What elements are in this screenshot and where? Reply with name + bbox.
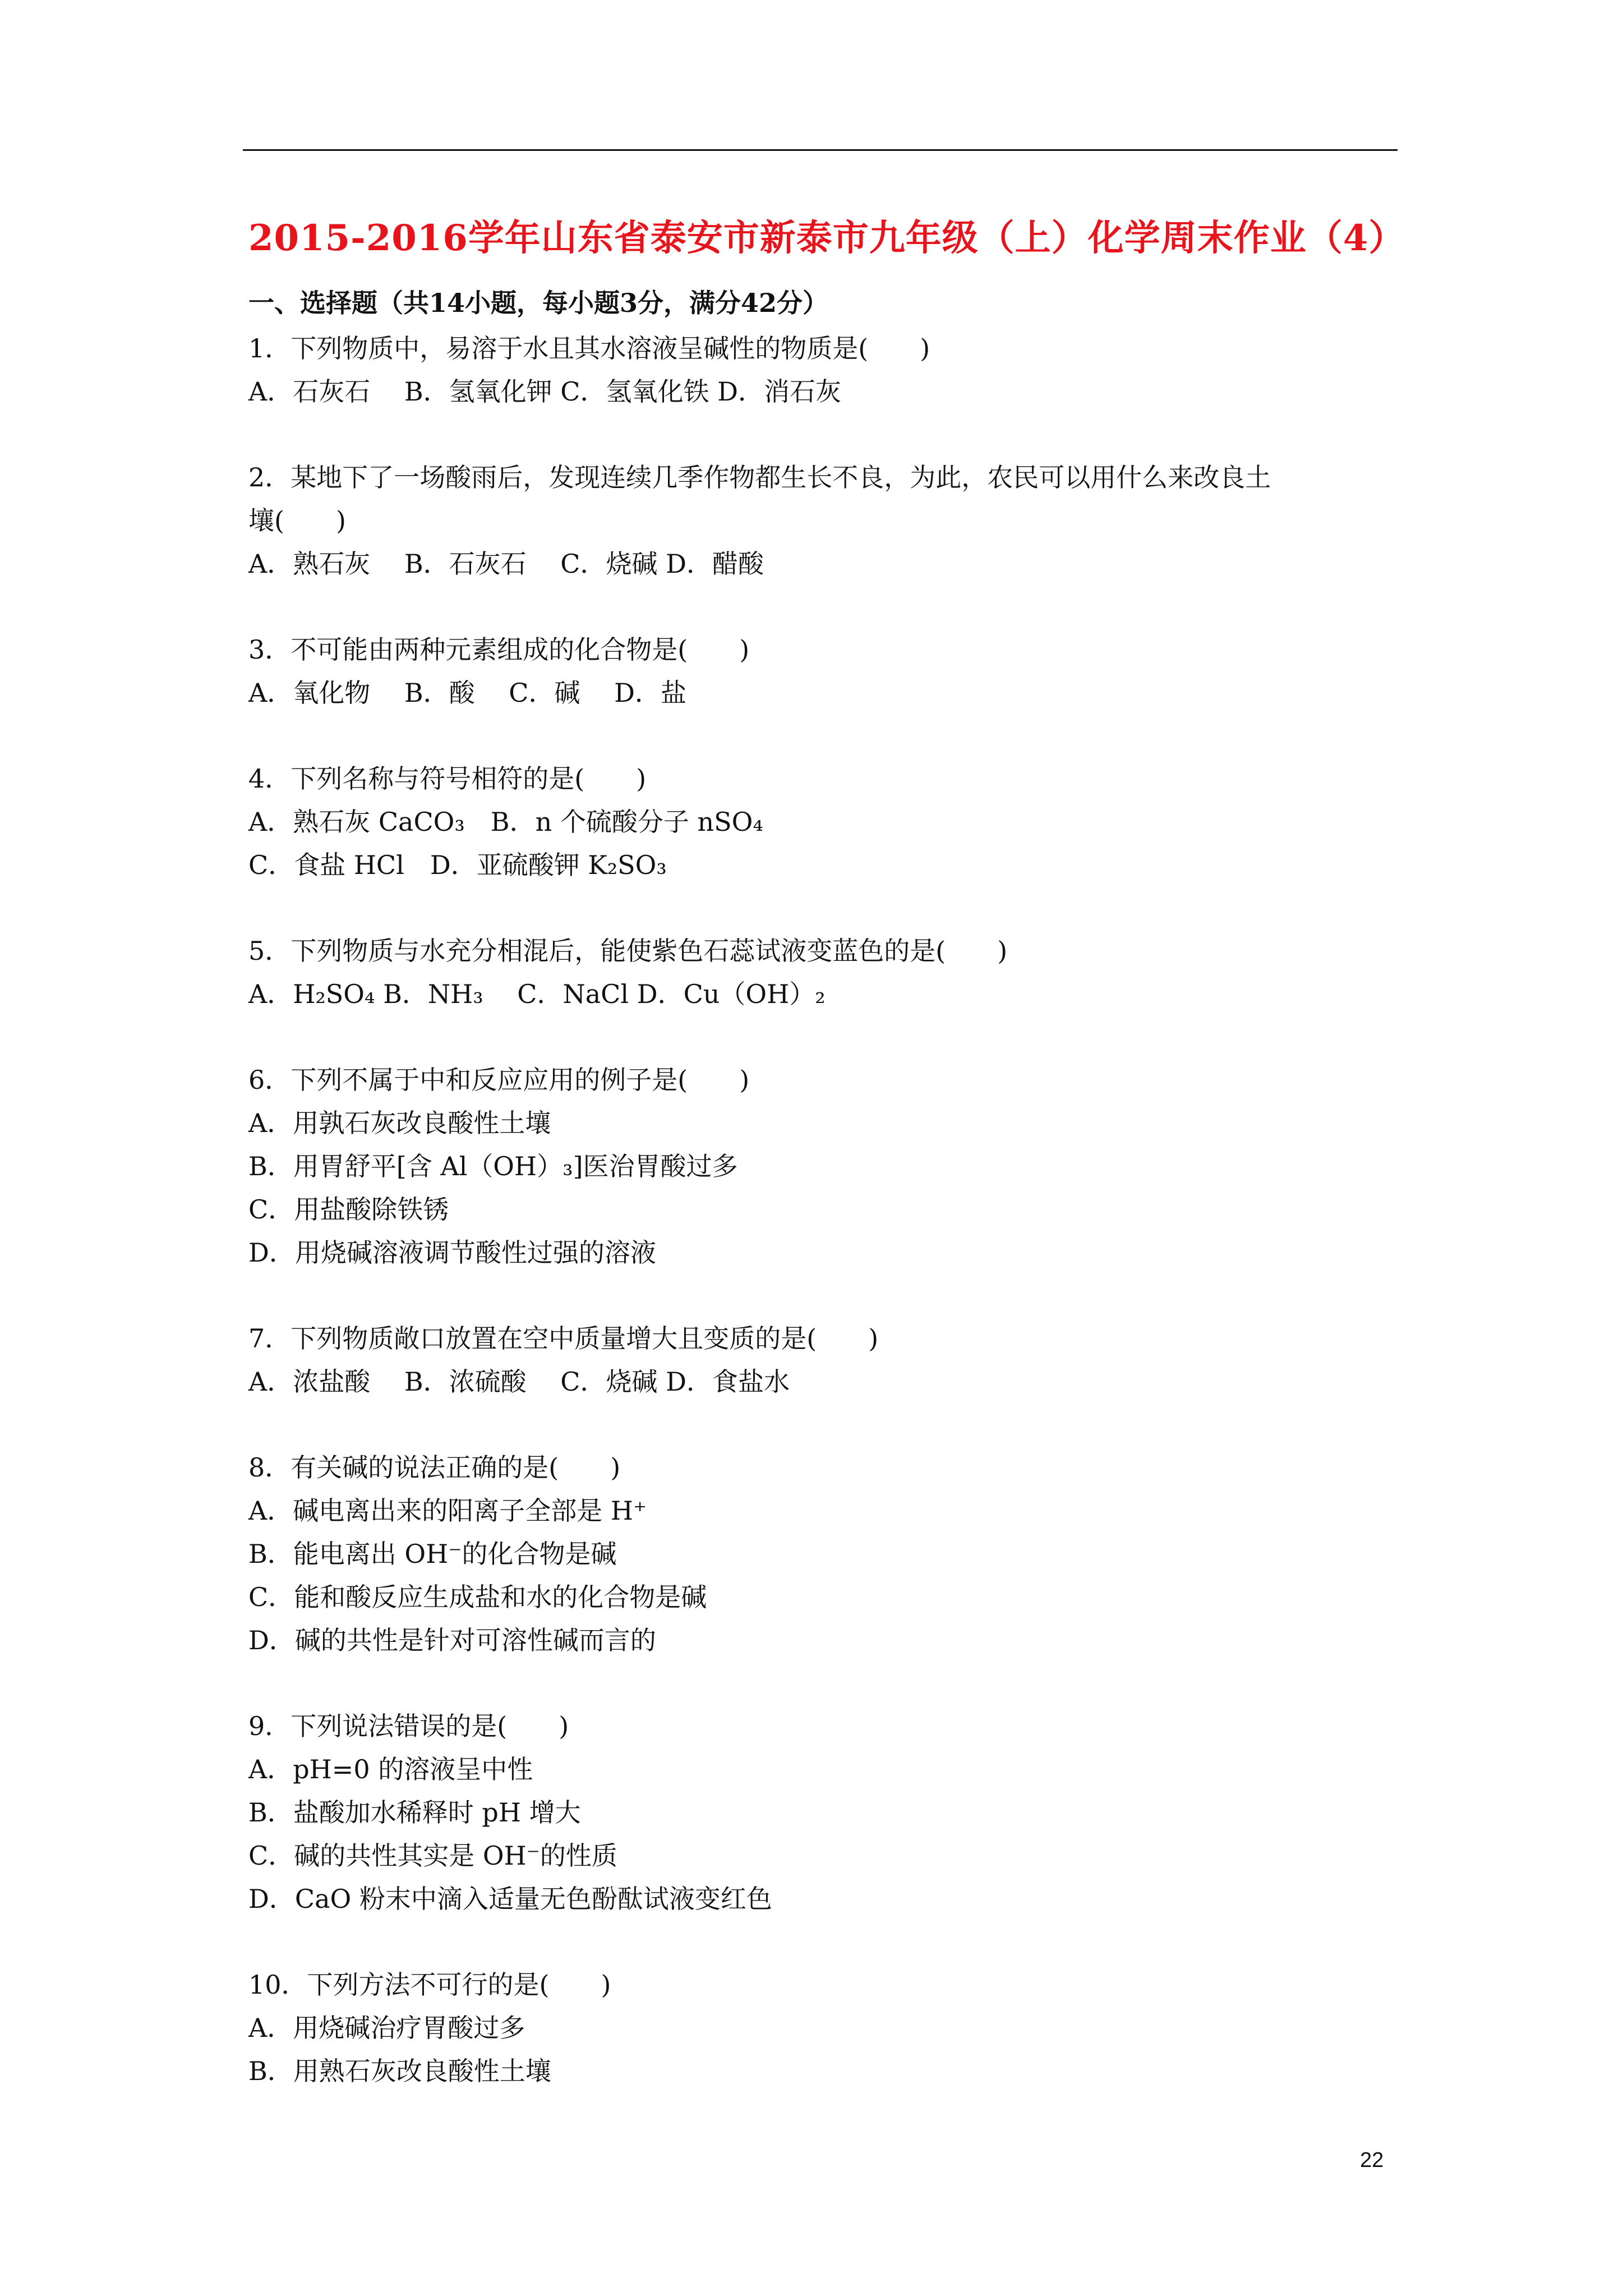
- question-6: [248, 1059, 1404, 1274]
- question-stem: 5．下列物质与水充分相混后，能使紫色石蕊试液变蓝色的是( ): [248, 936, 1008, 966]
- question-10: [248, 1963, 1404, 2093]
- question-8: [248, 1446, 1404, 1662]
- question-stem: 3．不可能由两种元素组成的化合物是( ): [248, 634, 750, 665]
- question-stem: 1．下列物质中，易溶于水且其水溶液呈碱性的物质是( ): [248, 333, 930, 364]
- question-1: [248, 327, 1404, 413]
- option-line: B．用熟石灰改良酸性土壤: [248, 2056, 551, 2086]
- question-stem: 9．下列说法错误的是( ): [248, 1711, 569, 1741]
- option-line: B．能电离出 OH⁻的化合物是碱: [248, 1539, 617, 1569]
- question-2: [248, 456, 1404, 586]
- option-line: B．用胃舒平[含 Al（OH）₃]医治胃酸过多: [248, 1151, 738, 1181]
- question-stem: 6．下列不属于中和反应应用的例子是( ): [248, 1065, 750, 1095]
- question-stem: 7．下列物质敞口放置在空中质量增大且变质的是( ): [248, 1323, 879, 1354]
- question-9: [248, 1705, 1404, 1921]
- option-line: A．石灰石 B．氢氧化钾 C．氢氧化铁 D．消石灰: [248, 376, 841, 407]
- option-line: A．用烧碱治疗胃酸过多: [248, 2013, 525, 2043]
- option-line: B．盐酸加水稀释时 pH 增大: [248, 1797, 581, 1828]
- option-line: C．能和酸反应生成盐和水的化合物是碱: [248, 1582, 707, 1612]
- option-line: A．碱电离出来的阳离子全部是 H⁺: [248, 1496, 647, 1526]
- option-line: D．CaO 粉末中滴入适量无色酚酞试液变红色: [248, 1884, 772, 1914]
- option-line: A．pH=0 的溶液呈中性: [248, 1754, 533, 1784]
- question-5: [248, 930, 1404, 1016]
- question-stem-continued: 壤( ): [248, 505, 346, 536]
- document-title: 2015-2016学年山东省泰安市新泰市九年级（上）化学周末作业（4）: [248, 217, 1405, 259]
- option-line: A．氧化物 B．酸 C．碱 D．盐: [248, 678, 686, 708]
- page-number: 22: [1360, 2148, 1384, 2172]
- question-3: [248, 628, 1404, 715]
- question-7: [248, 1317, 1404, 1404]
- question-stem: 4．下列名称与符号相符的是( ): [248, 763, 647, 794]
- option-line: C．碱的共性其实是 OH⁻的性质: [248, 1841, 617, 1871]
- question-stem: 2．某地下了一场酸雨后，发现连续几季作物都生长不良，为此，农民可以用什么来改良土: [248, 462, 1271, 493]
- option-line: C．用盐酸除铁锈: [248, 1194, 449, 1225]
- option-line: D．用烧碱溶液调节酸性过强的溶液: [248, 1237, 656, 1268]
- question-list: [248, 327, 1404, 2136]
- header-rule: [243, 149, 1398, 151]
- option-line: A．用孰石灰改良酸性土壤: [248, 1108, 551, 1138]
- question-4: [248, 757, 1404, 887]
- option-line: C．食盐 HCl D．亚硫酸钾 K₂SO₃: [248, 850, 667, 880]
- option-line: A．熟石灰 CaCO₃ B．n 个硫酸分子 nSO₄: [248, 807, 763, 837]
- option-line: A．熟石灰 B．石灰石 C．烧碱 D．醋酸: [248, 549, 764, 579]
- question-stem: 8．有关碱的说法正确的是( ): [248, 1452, 621, 1483]
- option-line: A．H₂SO₄ B．NH₃ C．NaCl D．Cu（OH）₂: [248, 979, 826, 1009]
- question-stem: 10．下列方法不可行的是( ): [248, 1970, 611, 2000]
- section-heading: 一、选择题（共14小题，每小题3分，满分42分）: [248, 288, 829, 318]
- option-line: A．浓盐酸 B．浓硫酸 C．烧碱 D．食盐水: [248, 1366, 790, 1397]
- option-line: D．碱的共性是针对可溶性碱而言的: [248, 1625, 656, 1655]
